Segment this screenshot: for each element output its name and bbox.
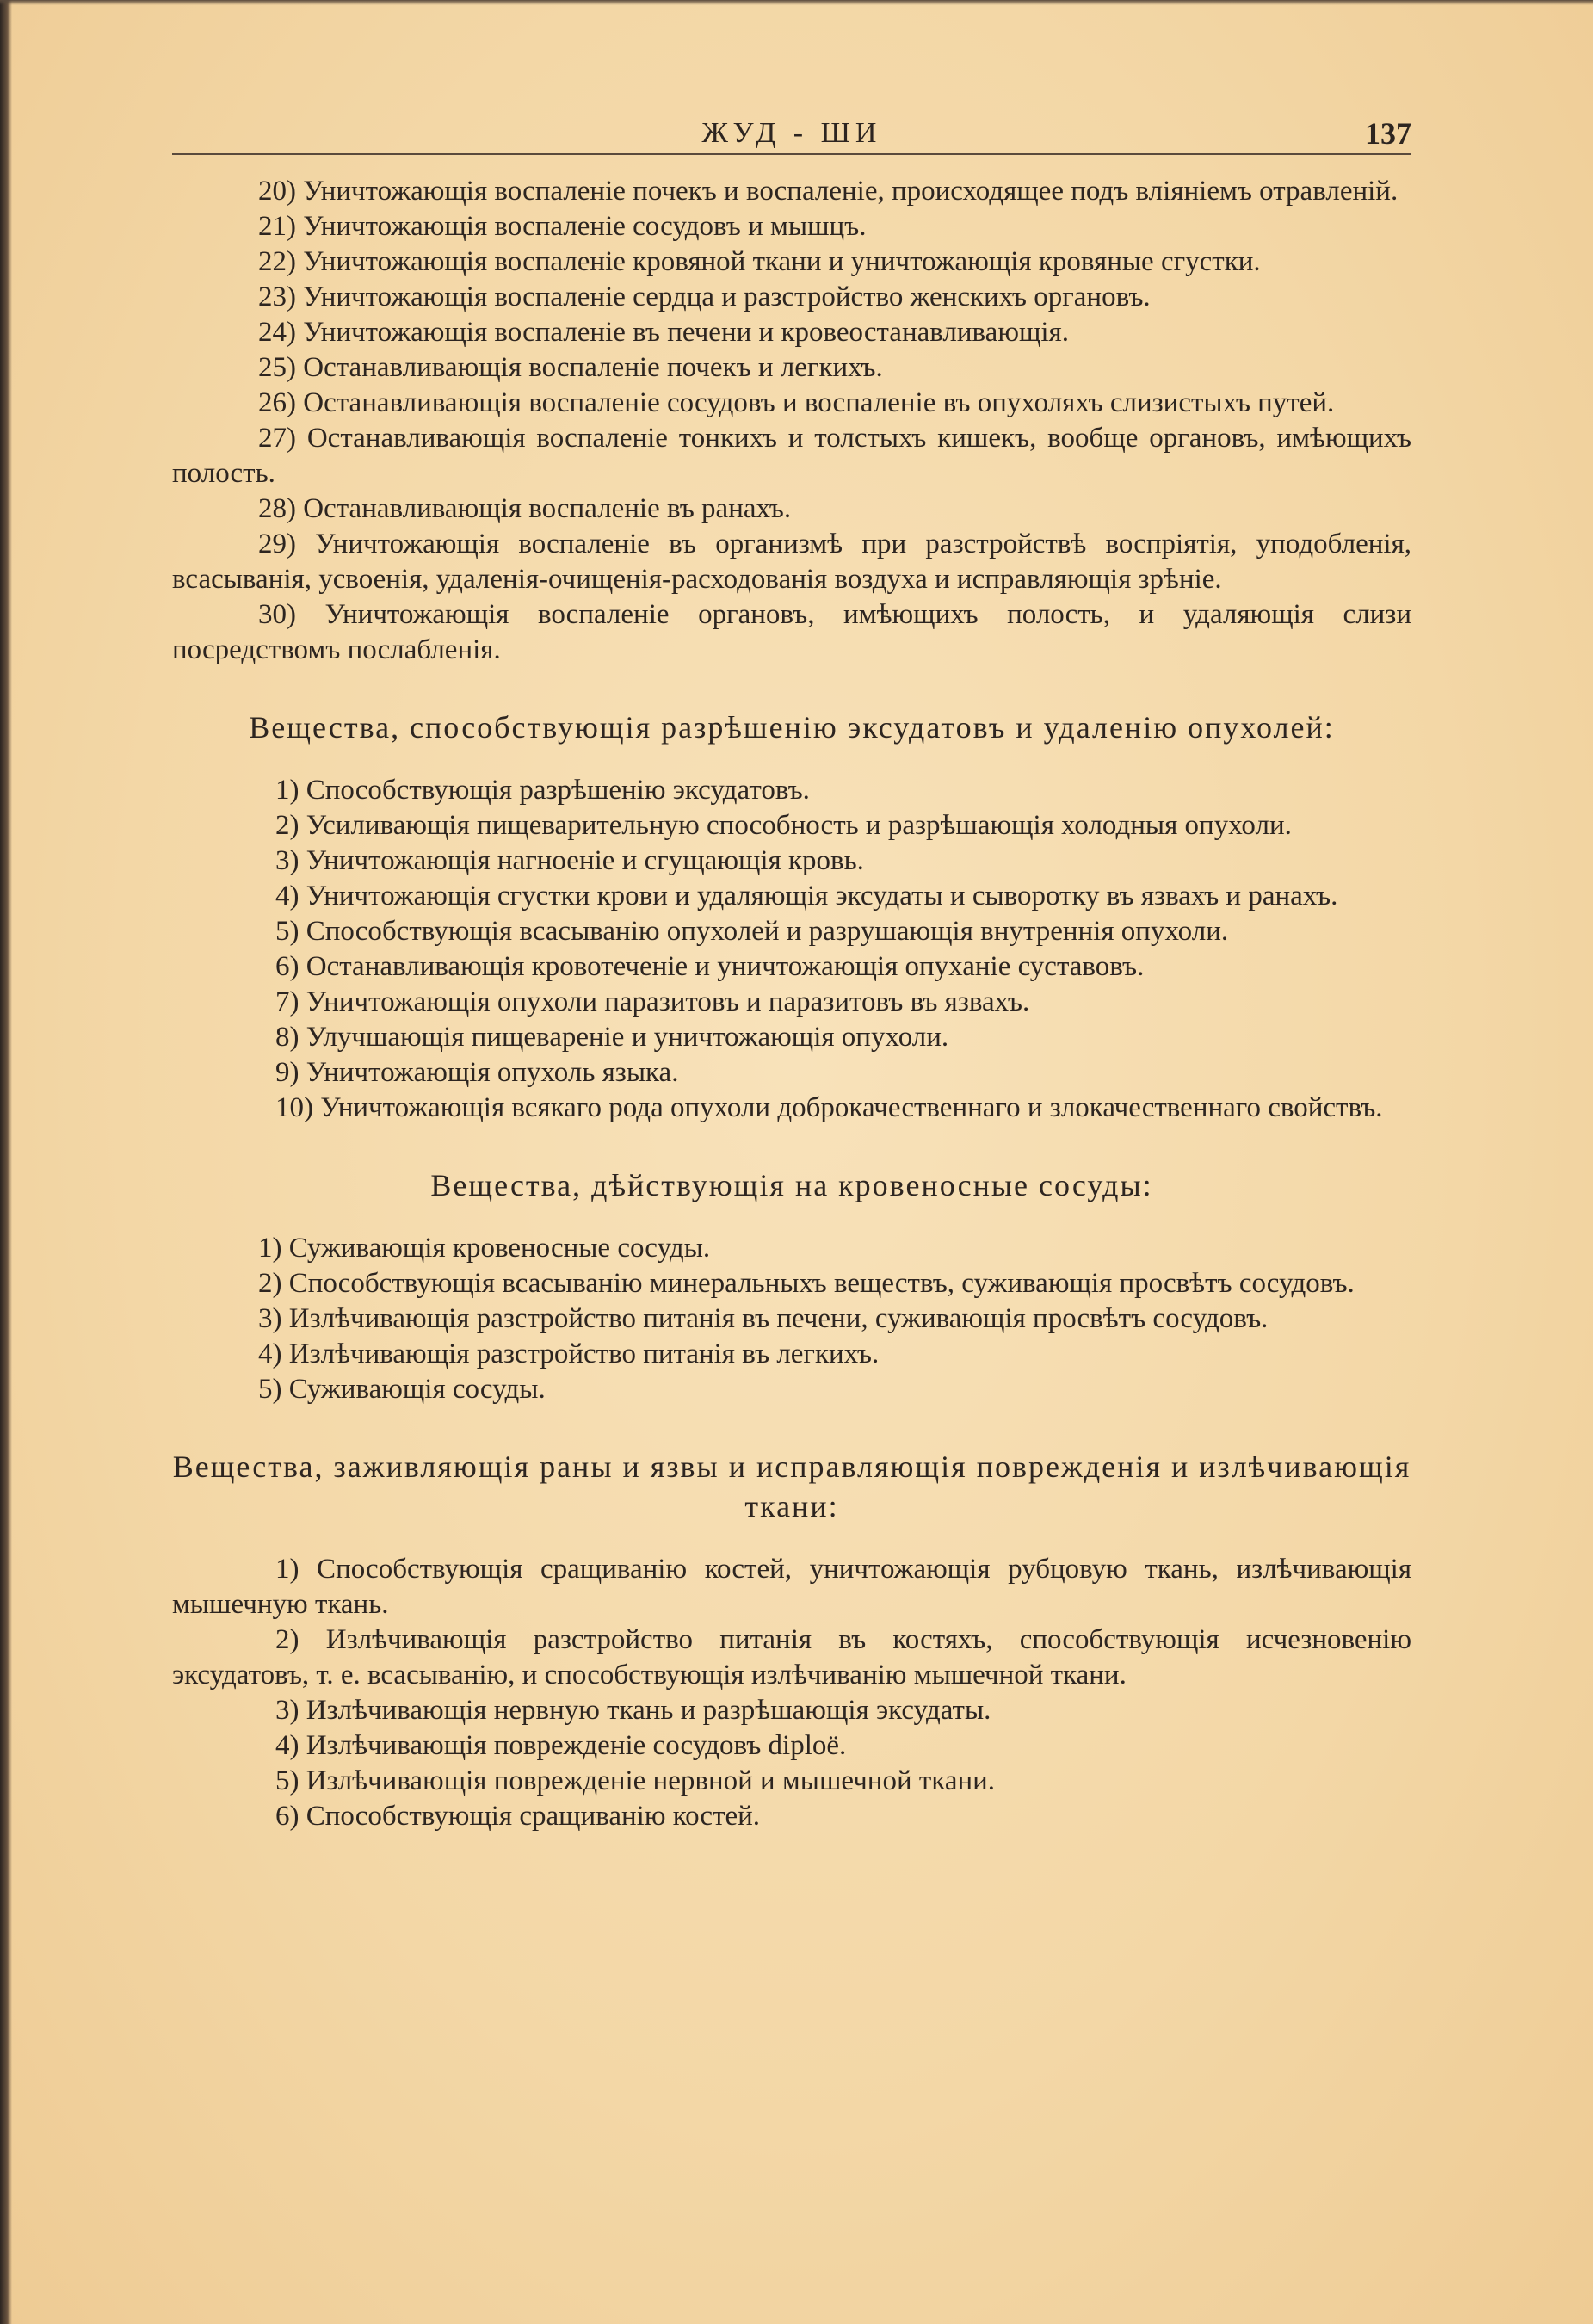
list-item: 20) Уничтожающія воспаленіе почекъ и воспаленіе, происходящее подъ вліяніемъ отравленій. — [258, 176, 1399, 207]
list-item: 22) Уничтожающія воспаленіе кровяной ткани и уничтожающія кровяные сгустки. — [258, 246, 1261, 277]
list-item: 1) Способствующія разрѣшенію эксудатовъ. — [275, 775, 810, 806]
list-item: 1) Суживающія кровеносные сосуды. — [258, 1233, 711, 1264]
list-item: 7) Уничтожающія опухоли паразитовъ и паразитовъ въ язвахъ. — [275, 986, 1030, 1017]
top-edge-shadow — [0, 0, 1593, 5]
list-item: 5) Суживающія сосуды. — [258, 1374, 546, 1405]
list-item: 1) Способствующія сращиванію костей, уничтожающія рубцовую ткань, излѣчивающія мышечную ткань. — [172, 1554, 1411, 1620]
list-item: 6) Способствующія сращиванію костей. — [275, 1801, 761, 1832]
binding-shadow — [0, 0, 12, 2324]
list-item: 23) Уничтожающія воспаленіе сердца и разстройство женскихъ органовъ. — [258, 281, 1151, 312]
section-heading-wounds: Вещества, заживляющія раны и язвы и исправляющія поврежденія и излѣчивающія ткани: — [172, 1449, 1411, 1524]
section-wounds-list — [172, 1552, 1411, 1834]
list-item: 21) Уничтожающія воспаленіе сосудовъ и мышцъ. — [258, 211, 867, 242]
list-item: 3) Уничтожающія нагноеніе и сгущающія кровь. — [275, 845, 864, 876]
list-item: 4) Излѣчивающія разстройство питанія въ легкихъ. — [258, 1338, 880, 1369]
list-item: 29) Уничтожающія воспаленіе въ организмѣ при разстройствѣ воспріятія, уподобленія, всасыванія, усвоенія, удаленія-очищенія-расходованія воздуха и исправляющія зрѣніе. — [172, 528, 1411, 595]
page-number: 137 — [1365, 116, 1411, 151]
list-item: 2) Излѣчивающія разстройство питанія въ костяхъ, способствующія исчезновенію эксудатовъ, т. е. всасыванію, и способствующія излѣчиванію мышечной ткани. — [172, 1624, 1411, 1690]
page-content — [172, 110, 1411, 1834]
list-item: 3) Излѣчивающія разстройство питанія въ печени, суживающія просвѣтъ сосудовъ. — [258, 1303, 1269, 1334]
list-item: 25) Останавливающія воспаленіе почекъ и легкихъ. — [258, 352, 883, 383]
list-item: 2) Способствующія всасыванію минеральныхъ веществъ, суживающія просвѣтъ сосудовъ. — [258, 1268, 1355, 1299]
section-inflammation-list — [172, 174, 1411, 668]
section-vessels-list — [172, 1231, 1411, 1407]
list-item: 5) Способствующія всасыванію опухолей и разрушающія внутреннія опухоли. — [275, 916, 1229, 947]
list-item: 6) Останавливающія кровотеченіе и уничтожающія опуханіе суставовъ. — [275, 951, 1145, 982]
list-item: 8) Улучшающія пищевареніе и уничтожающія опухоли. — [275, 1022, 949, 1053]
list-item: 9) Уничтожающія опухоль языка. — [275, 1057, 679, 1088]
running-title: ЖУД - ШИ — [701, 117, 882, 149]
list-item: 30) Уничтожающія воспаленіе органовъ, имѣющихъ полость, и удаляющія слизи посредствомъ послабленія. — [172, 599, 1411, 665]
list-item: 26) Останавливающія воспаленіе сосудовъ и воспаленіе въ опухоляхъ слизистыхъ путей. — [258, 387, 1335, 418]
running-header — [172, 110, 1411, 155]
list-item: 27) Останавливающія воспаленіе тонкихъ и толстыхъ кишекъ, вообще органовъ, имѣющихъ полость. — [172, 423, 1411, 489]
section-exudates-list — [172, 773, 1411, 1126]
list-item: 28) Останавливающія воспаленіе въ ранахъ. — [258, 493, 792, 524]
list-item: 24) Уничтожающія воспаленіе въ печени и кровеостанавливающія. — [258, 317, 1069, 348]
section-heading-vessels: Вещества, дѣйствующія на кровеносные сосуды: — [430, 1168, 1153, 1202]
list-item: 2) Усиливающія пищеварительную способность и разрѣшающія холодныя опухоли. — [275, 810, 1292, 841]
list-item: 3) Излѣчивающія нервную ткань и разрѣшающія эксудаты. — [275, 1695, 991, 1726]
list-item: 10) Уничтожающія всякаго рода опухоли доброкачественнаго и злокачественнаго свойствъ. — [275, 1092, 1383, 1123]
list-item: 4) Излѣчивающія поврежденіе сосудовъ diploё. — [275, 1730, 847, 1761]
section-heading-exudates: Вещества, способствующія разрѣшенію эксудатовъ и удаленію опухолей: — [249, 710, 1335, 745]
list-item: 5) Излѣчивающія поврежденіе нервной и мышечной ткани. — [275, 1765, 996, 1796]
list-item: 4) Уничтожающія сгустки крови и удаляющія эксудаты и сыворотку въ язвахъ и ранахъ. — [275, 881, 1338, 912]
